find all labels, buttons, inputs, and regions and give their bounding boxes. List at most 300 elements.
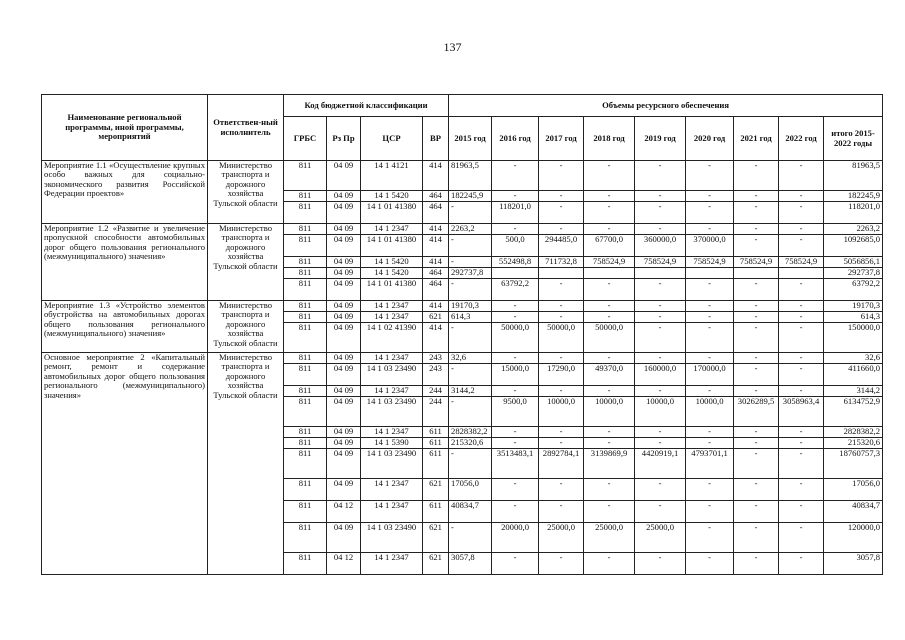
responsible-cell: Министерство транспорта и дорожного хозяйства Тульской области: [208, 353, 284, 575]
value-cell-2018: 10000,0: [584, 397, 635, 427]
vr-cell: 611: [423, 501, 449, 523]
value-cell-2016: 50000,0: [492, 323, 539, 353]
header-year-2020: 2020 год: [686, 117, 734, 161]
value-cell-2018: -: [584, 553, 635, 575]
value-cell-2015: -: [449, 235, 492, 257]
value-cell-2021: -: [734, 312, 779, 323]
value-cell-2015: 2263,2: [449, 224, 492, 235]
header-name: Наименование региональной программы, иной программы, мероприятий: [42, 95, 208, 161]
rzpr-cell: 04 09: [327, 161, 361, 191]
vr-cell: 611: [423, 438, 449, 449]
csr-cell: 14 1 4121: [361, 161, 423, 191]
value-cell-2019: -: [635, 202, 686, 224]
value-cell-2015: 2828382,2: [449, 427, 492, 438]
csr-cell: 14 1 02 41390: [361, 323, 423, 353]
value-cell-2021: 758524,9: [734, 257, 779, 268]
header-budget-classification: Код бюджетной классификации: [284, 95, 449, 117]
value-cell-2018: 3139869,9: [584, 449, 635, 479]
value-cell-2018: -: [584, 353, 635, 364]
value-cell-2018: -: [584, 427, 635, 438]
vr-cell: 414: [423, 301, 449, 312]
table-body: [42, 161, 883, 575]
csr-cell: 14 1 2347: [361, 224, 423, 235]
rzpr-cell: 04 09: [327, 386, 361, 397]
vr-cell: 414: [423, 323, 449, 353]
grbs-cell: 811: [284, 301, 327, 312]
value-cell-2019: -: [635, 279, 686, 301]
vr-cell: 243: [423, 353, 449, 364]
value-cell-2015: -: [449, 523, 492, 553]
csr-cell: 14 1 2347: [361, 353, 423, 364]
table-row: [42, 161, 883, 191]
budget-table: [41, 94, 883, 575]
header-year-2019: 2019 год: [635, 117, 686, 161]
rzpr-cell: 04 09: [327, 438, 361, 449]
responsible-cell: Министерство транспорта и дорожного хозяйства Тульской области: [208, 224, 284, 301]
value-cell-2016: -: [492, 479, 539, 501]
header-year-2021: 2021 год: [734, 117, 779, 161]
total-cell: 5056856,1: [824, 257, 883, 268]
value-cell-2021: -: [734, 386, 779, 397]
header-year-2015: 2015 год: [449, 117, 492, 161]
value-cell-2016: -: [492, 161, 539, 191]
vr-cell: 244: [423, 386, 449, 397]
rzpr-cell: 04 09: [327, 312, 361, 323]
value-cell-2021: -: [734, 323, 779, 353]
csr-cell: 14 1 01 41380: [361, 202, 423, 224]
total-cell: 40834,7: [824, 501, 883, 523]
grbs-cell: 811: [284, 449, 327, 479]
value-cell-2016: 118201,0: [492, 202, 539, 224]
value-cell-2016: -: [492, 553, 539, 575]
value-cell-2022: -: [779, 224, 824, 235]
total-cell: 3144,2: [824, 386, 883, 397]
header-total: итого 2015-2022 годы: [824, 117, 883, 161]
value-cell-2017: -: [539, 312, 584, 323]
rzpr-cell: 04 09: [327, 279, 361, 301]
total-cell: 411660,0: [824, 364, 883, 386]
value-cell-2021: [734, 268, 779, 279]
value-cell-2016: 3513483,1: [492, 449, 539, 479]
value-cell-2020: 4793701,1: [686, 449, 734, 479]
total-cell: 1092685,0: [824, 235, 883, 257]
csr-cell: 14 1 5420: [361, 191, 423, 202]
value-cell-2021: -: [734, 279, 779, 301]
rzpr-cell: 04 09: [327, 449, 361, 479]
grbs-cell: 811: [284, 438, 327, 449]
value-cell-2017: 17290,0: [539, 364, 584, 386]
value-cell-2017: -: [539, 353, 584, 364]
rzpr-cell: 04 09: [327, 364, 361, 386]
vr-cell: 621: [423, 523, 449, 553]
csr-cell: 14 1 01 41380: [361, 279, 423, 301]
rzpr-cell: 04 09: [327, 224, 361, 235]
program-name-cell: Основное мероприятие 2 «Капитальный ремонт, ремонт и содержание автомобильных дорог общего пользования регионального (межмуниципального) значения»: [42, 353, 208, 575]
value-cell-2020: -: [686, 161, 734, 191]
grbs-cell: 811: [284, 312, 327, 323]
rzpr-cell: 04 09: [327, 523, 361, 553]
value-cell-2018: -: [584, 386, 635, 397]
value-cell-2016: 500,0: [492, 235, 539, 257]
value-cell-2022: -: [779, 301, 824, 312]
csr-cell: 14 1 01 41380: [361, 235, 423, 257]
vr-cell: 621: [423, 553, 449, 575]
vr-cell: 621: [423, 312, 449, 323]
total-cell: 3057,8: [824, 553, 883, 575]
value-cell-2017: 25000,0: [539, 523, 584, 553]
total-cell: 182245,9: [824, 191, 883, 202]
value-cell-2021: -: [734, 353, 779, 364]
value-cell-2015: 3144,2: [449, 386, 492, 397]
grbs-cell: 811: [284, 202, 327, 224]
grbs-cell: 811: [284, 191, 327, 202]
value-cell-2019: -: [635, 224, 686, 235]
csr-cell: 14 1 2347: [361, 312, 423, 323]
value-cell-2019: -: [635, 438, 686, 449]
value-cell-2018: 25000,0: [584, 523, 635, 553]
value-cell-2017: 2892784,1: [539, 449, 584, 479]
value-cell-2022: -: [779, 427, 824, 438]
value-cell-2016: -: [492, 312, 539, 323]
value-cell-2017: 294485,0: [539, 235, 584, 257]
header-year-2022: 2022 год: [779, 117, 824, 161]
total-cell: 2828382,2: [824, 427, 883, 438]
total-cell: 32,6: [824, 353, 883, 364]
rzpr-cell: 04 09: [327, 397, 361, 427]
value-cell-2018: -: [584, 479, 635, 501]
value-cell-2016: 20000,0: [492, 523, 539, 553]
total-cell: 63792,2: [824, 279, 883, 301]
value-cell-2018: -: [584, 279, 635, 301]
rzpr-cell: 04 09: [327, 235, 361, 257]
value-cell-2018: -: [584, 224, 635, 235]
rzpr-cell: 04 12: [327, 501, 361, 523]
total-cell: 81963,5: [824, 161, 883, 191]
value-cell-2021: 3026289,5: [734, 397, 779, 427]
value-cell-2015: -: [449, 364, 492, 386]
vr-cell: 244: [423, 397, 449, 427]
value-cell-2018: -: [584, 161, 635, 191]
value-cell-2017: -: [539, 301, 584, 312]
value-cell-2016: 15000,0: [492, 364, 539, 386]
value-cell-2020: -: [686, 323, 734, 353]
value-cell-2017: -: [539, 501, 584, 523]
value-cell-2018: [584, 268, 635, 279]
csr-cell: 14 1 2347: [361, 386, 423, 397]
value-cell-2017: -: [539, 224, 584, 235]
vr-cell: 464: [423, 279, 449, 301]
header-responsible: Ответствен-ный исполнитель: [208, 95, 284, 161]
value-cell-2017: -: [539, 191, 584, 202]
value-cell-2015: -: [449, 257, 492, 268]
grbs-cell: 811: [284, 279, 327, 301]
value-cell-2017: -: [539, 553, 584, 575]
program-name-cell: Мероприятие 1.1 «Осуществление крупных особо важных для социально-экономического развития Российской Федерации проектов»: [42, 161, 208, 224]
table-row: [42, 224, 883, 235]
value-cell-2020: 758524,9: [686, 257, 734, 268]
csr-cell: 14 1 2347: [361, 501, 423, 523]
value-cell-2017: -: [539, 479, 584, 501]
csr-cell: 14 1 5420: [361, 268, 423, 279]
header-rzpr: Рз Пр: [327, 117, 361, 161]
value-cell-2022: -: [779, 202, 824, 224]
value-cell-2020: -: [686, 312, 734, 323]
total-cell: 18760757,3: [824, 449, 883, 479]
value-cell-2015: -: [449, 397, 492, 427]
program-name-cell: Мероприятие 1.3 «Устройство элементов обустройства на автомобильных дорогах общего пользования регионального (межмуниципального) значения»: [42, 301, 208, 353]
rzpr-cell: 04 09: [327, 191, 361, 202]
value-cell-2022: 3058963,4: [779, 397, 824, 427]
value-cell-2015: 81963,5: [449, 161, 492, 191]
value-cell-2020: -: [686, 438, 734, 449]
value-cell-2020: -: [686, 301, 734, 312]
value-cell-2022: -: [779, 438, 824, 449]
rzpr-cell: 04 12: [327, 553, 361, 575]
value-cell-2020: -: [686, 553, 734, 575]
value-cell-2020: -: [686, 353, 734, 364]
value-cell-2020: -: [686, 523, 734, 553]
vr-cell: 464: [423, 202, 449, 224]
value-cell-2021: -: [734, 523, 779, 553]
value-cell-2022: -: [779, 353, 824, 364]
rzpr-cell: 04 09: [327, 479, 361, 501]
value-cell-2018: -: [584, 301, 635, 312]
value-cell-2015: -: [449, 202, 492, 224]
grbs-cell: 811: [284, 553, 327, 575]
value-cell-2016: -: [492, 438, 539, 449]
value-cell-2020: 370000,0: [686, 235, 734, 257]
grbs-cell: 811: [284, 161, 327, 191]
total-cell: 120000,0: [824, 523, 883, 553]
vr-cell: 464: [423, 268, 449, 279]
grbs-cell: 811: [284, 427, 327, 438]
csr-cell: 14 1 03 23490: [361, 364, 423, 386]
value-cell-2022: -: [779, 161, 824, 191]
grbs-cell: 811: [284, 235, 327, 257]
value-cell-2019: 160000,0: [635, 364, 686, 386]
value-cell-2017: 10000,0: [539, 397, 584, 427]
value-cell-2018: -: [584, 202, 635, 224]
csr-cell: 14 1 5420: [361, 257, 423, 268]
value-cell-2015: 40834,7: [449, 501, 492, 523]
value-cell-2022: -: [779, 191, 824, 202]
value-cell-2020: -: [686, 279, 734, 301]
total-cell: 118201,0: [824, 202, 883, 224]
value-cell-2021: -: [734, 301, 779, 312]
program-name-cell: Мероприятие 1.2 «Развитие и увеличение пропускной способности автомобильных дорог общего пользования регионального (межмуниципального) значения»: [42, 224, 208, 301]
rzpr-cell: 04 09: [327, 257, 361, 268]
value-cell-2020: -: [686, 224, 734, 235]
value-cell-2021: -: [734, 479, 779, 501]
value-cell-2016: -: [492, 427, 539, 438]
value-cell-2021: -: [734, 235, 779, 257]
vr-cell: 414: [423, 224, 449, 235]
vr-cell: 621: [423, 479, 449, 501]
rzpr-cell: 04 09: [327, 301, 361, 312]
vr-cell: 611: [423, 427, 449, 438]
grbs-cell: 811: [284, 224, 327, 235]
csr-cell: 14 1 03 23490: [361, 523, 423, 553]
responsible-cell: Министерство транспорта и дорожного хозяйства Тульской области: [208, 301, 284, 353]
value-cell-2015: 17056,0: [449, 479, 492, 501]
value-cell-2018: -: [584, 312, 635, 323]
csr-cell: 14 1 2347: [361, 479, 423, 501]
grbs-cell: 811: [284, 257, 327, 268]
rzpr-cell: 04 09: [327, 202, 361, 224]
value-cell-2019: 758524,9: [635, 257, 686, 268]
value-cell-2015: 32,6: [449, 353, 492, 364]
value-cell-2017: -: [539, 279, 584, 301]
total-cell: 614,3: [824, 312, 883, 323]
value-cell-2021: -: [734, 224, 779, 235]
value-cell-2022: -: [779, 323, 824, 353]
grbs-cell: 811: [284, 479, 327, 501]
grbs-cell: 811: [284, 397, 327, 427]
csr-cell: 14 1 5390: [361, 438, 423, 449]
table-row: [42, 353, 883, 364]
value-cell-2015: 215320,6: [449, 438, 492, 449]
value-cell-2017: -: [539, 161, 584, 191]
value-cell-2022: -: [779, 386, 824, 397]
grbs-cell: 811: [284, 323, 327, 353]
header-row-1: [42, 95, 883, 117]
value-cell-2019: -: [635, 427, 686, 438]
value-cell-2015: -: [449, 449, 492, 479]
value-cell-2021: -: [734, 553, 779, 575]
value-cell-2017: -: [539, 202, 584, 224]
value-cell-2020: -: [686, 386, 734, 397]
value-cell-2021: -: [734, 364, 779, 386]
grbs-cell: 811: [284, 364, 327, 386]
rzpr-cell: 04 09: [327, 427, 361, 438]
value-cell-2021: -: [734, 438, 779, 449]
value-cell-2021: -: [734, 202, 779, 224]
value-cell-2015: 182245,9: [449, 191, 492, 202]
value-cell-2019: 360000,0: [635, 235, 686, 257]
value-cell-2019: -: [635, 301, 686, 312]
value-cell-2016: -: [492, 386, 539, 397]
value-cell-2022: -: [779, 501, 824, 523]
value-cell-2018: 67700,0: [584, 235, 635, 257]
vr-cell: 243: [423, 364, 449, 386]
rzpr-cell: 04 09: [327, 268, 361, 279]
value-cell-2016: 9500,0: [492, 397, 539, 427]
csr-cell: 14 1 03 23490: [361, 449, 423, 479]
value-cell-2020: -: [686, 427, 734, 438]
value-cell-2015: 19170,3: [449, 301, 492, 312]
csr-cell: 14 1 2347: [361, 301, 423, 312]
value-cell-2016: 63792,2: [492, 279, 539, 301]
header-resources: Объемы ресурсного обеспечения: [449, 95, 883, 117]
value-cell-2022: -: [779, 279, 824, 301]
value-cell-2020: -: [686, 202, 734, 224]
header-vr: ВР: [423, 117, 449, 161]
value-cell-2017: 50000,0: [539, 323, 584, 353]
value-cell-2020: -: [686, 191, 734, 202]
grbs-cell: 811: [284, 268, 327, 279]
value-cell-2019: -: [635, 312, 686, 323]
value-cell-2021: -: [734, 191, 779, 202]
value-cell-2019: -: [635, 161, 686, 191]
responsible-cell: Министерство транспорта и дорожного хозяйства Тульской области: [208, 161, 284, 224]
total-cell: 17056,0: [824, 479, 883, 501]
vr-cell: 414: [423, 235, 449, 257]
rzpr-cell: 04 09: [327, 353, 361, 364]
value-cell-2019: -: [635, 553, 686, 575]
value-cell-2015: -: [449, 279, 492, 301]
value-cell-2018: -: [584, 501, 635, 523]
csr-cell: 14 1 2347: [361, 553, 423, 575]
value-cell-2017: -: [539, 386, 584, 397]
value-cell-2016: [492, 268, 539, 279]
value-cell-2019: 4420919,1: [635, 449, 686, 479]
value-cell-2022: -: [779, 449, 824, 479]
value-cell-2016: 552498,8: [492, 257, 539, 268]
value-cell-2021: -: [734, 449, 779, 479]
value-cell-2017: 711732,8: [539, 257, 584, 268]
value-cell-2020: -: [686, 501, 734, 523]
value-cell-2021: -: [734, 427, 779, 438]
value-cell-2017: [539, 268, 584, 279]
value-cell-2022: -: [779, 235, 824, 257]
header-year-2017: 2017 год: [539, 117, 584, 161]
header-year-2016: 2016 год: [492, 117, 539, 161]
vr-cell: 414: [423, 257, 449, 268]
vr-cell: 611: [423, 449, 449, 479]
total-cell: 215320,6: [824, 438, 883, 449]
value-cell-2015: 614,3: [449, 312, 492, 323]
value-cell-2022: -: [779, 553, 824, 575]
value-cell-2018: -: [584, 191, 635, 202]
vr-cell: 414: [423, 161, 449, 191]
csr-cell: 14 1 2347: [361, 427, 423, 438]
value-cell-2015: 292737,8: [449, 268, 492, 279]
value-cell-2016: -: [492, 501, 539, 523]
value-cell-2022: 758524,9: [779, 257, 824, 268]
grbs-cell: 811: [284, 353, 327, 364]
value-cell-2016: -: [492, 353, 539, 364]
value-cell-2017: -: [539, 427, 584, 438]
csr-cell: 14 1 03 23490: [361, 397, 423, 427]
total-cell: 2263,2: [824, 224, 883, 235]
total-cell: 6134752,9: [824, 397, 883, 427]
value-cell-2020: 170000,0: [686, 364, 734, 386]
value-cell-2021: -: [734, 501, 779, 523]
value-cell-2021: -: [734, 161, 779, 191]
total-cell: 292737,8: [824, 268, 883, 279]
value-cell-2015: 3057,8: [449, 553, 492, 575]
header-year-2018: 2018 год: [584, 117, 635, 161]
value-cell-2019: 10000,0: [635, 397, 686, 427]
grbs-cell: 811: [284, 386, 327, 397]
value-cell-2019: [635, 268, 686, 279]
vr-cell: 464: [423, 191, 449, 202]
rzpr-cell: 04 09: [327, 323, 361, 353]
value-cell-2022: [779, 268, 824, 279]
value-cell-2018: -: [584, 438, 635, 449]
value-cell-2022: -: [779, 364, 824, 386]
value-cell-2022: -: [779, 479, 824, 501]
header-csr: ЦСР: [361, 117, 423, 161]
value-cell-2018: 758524,9: [584, 257, 635, 268]
grbs-cell: 811: [284, 523, 327, 553]
total-cell: 19170,3: [824, 301, 883, 312]
value-cell-2020: 10000,0: [686, 397, 734, 427]
header-grbs: ГРБС: [284, 117, 327, 161]
value-cell-2022: -: [779, 312, 824, 323]
value-cell-2018: 50000,0: [584, 323, 635, 353]
value-cell-2019: -: [635, 191, 686, 202]
